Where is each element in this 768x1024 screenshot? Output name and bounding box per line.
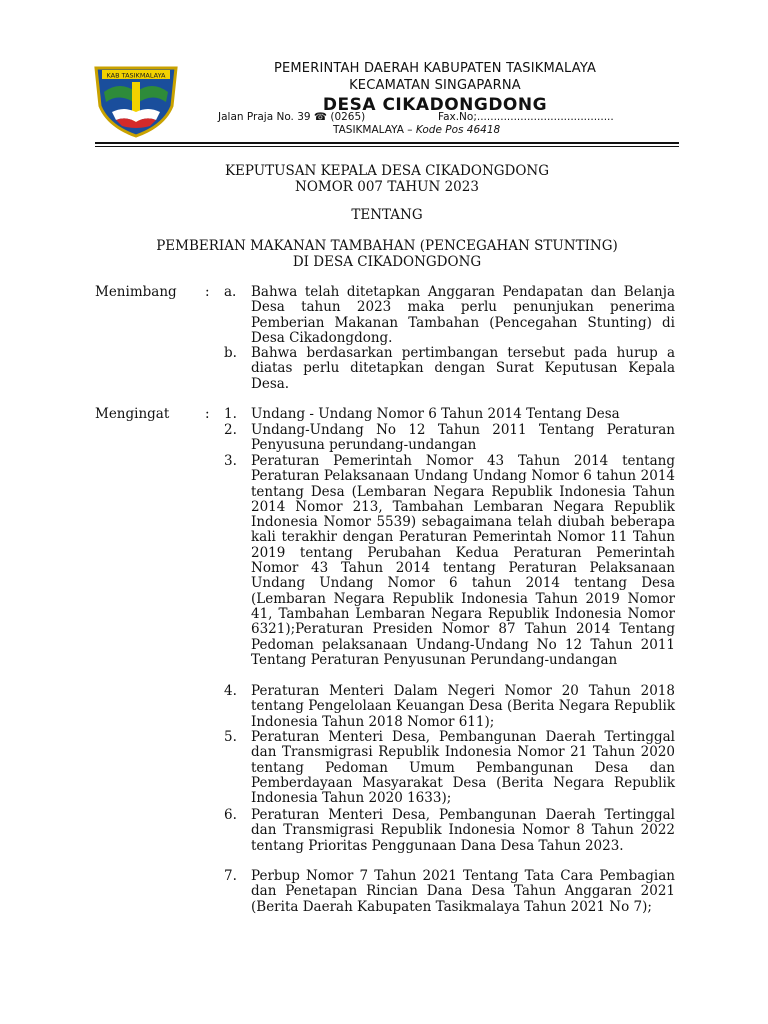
letterhead-government: PEMERINTAH DAERAH KABUPATEN TASIKMALAYA [273,61,597,76]
mengingat-item-marker: 1. [224,406,237,422]
decree-title [95,163,679,195]
mengingat-item-text: Peraturan Menteri Desa, Pembangunan Daerah Tertinggal dan Transmigrasi Republik Indonesia Nomor 8 Tahun 2022 tentang Prioritas Penggunaan Dana Desa Tahun 2023. [251,807,675,854]
mengingat-item-text: Undang-Undang No 12 Tahun 2011 Tentang Peraturan Penyusuna perundang-undangan [251,422,675,454]
letterhead [205,60,665,116]
mengingat-item-text: Undang - Undang Nomor 6 Tahun 2014 Tentang Desa [251,406,620,422]
letterhead-rule-thick [95,142,679,144]
letterhead-district: KECAMATAN SINGAPARNA [349,78,521,93]
svg-text:KAB TASIKMALAYA: KAB TASIKMALAYA [106,71,166,80]
decree-title-line1: KEPUTUSAN KEPALA DESA CIKADONGDONG [224,163,550,179]
menimbang-label: Menimbang [95,284,177,300]
mengingat-item-marker: 7. [224,868,237,884]
letterhead-fax: Fax.No;......................................... [438,111,614,123]
letterhead-village: DESA CIKADONGDONG [322,95,548,115]
letterhead-rule-thin [95,146,679,147]
mengingat-item-text: Perbup Nomor 7 Tahun 2021 Tentang Tata Cara Pembagian dan Penetapan Rincian Dana Desa Tahun Anggaran 2021 (Berita Daerah Kabupaten Tasikmalaya Tahun 2021 No 7); [251,868,675,915]
menimbang-item-marker: b. [224,345,237,361]
menimbang-item-text: Bahwa berdasarkan pertimbangan tersebut pada hurup a diatas perlu ditetapkan dengan Surat Keputusan Kepala Desa. [251,345,675,392]
mengingat-item-marker: 3. [224,453,237,469]
mengingat-item-marker: 5. [224,729,237,745]
decree-subject [95,238,679,270]
mengingat-label: Mengingat [95,406,170,422]
mengingat-item-text: Peraturan Menteri Dalam Negeri Nomor 20 Tahun 2018 tentang Pengelolaan Keuangan Desa (Berita Negara Republik Indonesia Tahun 2018 Nomor 611); [251,683,675,730]
regency-emblem-logo [92,62,180,138]
letterhead-postal: Kode Pos 46418 [415,124,501,136]
menimbang-item-text: Bahwa telah ditetapkan Anggaran Pendapatan dan Belanja Desa tahun 2023 maka perlu penunjukan penerima Pemberian Makanan Tambahan (Pencegahan Stunting) di Desa Cikadongdong. [251,284,675,346]
letterhead-city: TASIKMALAYA – [333,124,413,136]
mengingat-item-marker: 6. [224,807,237,823]
mengingat-item-marker: 2. [224,422,237,438]
letterhead-city-line [333,124,500,136]
mengingat-colon: : [205,406,210,422]
decree-subject-line1: PEMBERIAN MAKANAN TAMBAHAN (PENCEGAHAN STUNTING) [156,238,618,254]
menimbang-item-marker: a. [224,284,237,300]
mengingat-item-text: Peraturan Pemerintah Nomor 43 Tahun 2014 tentang Peraturan Pelaksanaan Undang Undang Nomor 6 tahun 2014 tentang Desa (Lembaran Negara Republik Indonesia Tahun 2014 Nomor 213, Tambahan Lembaran Negara Republik Indonesia Nomor 5539) sebagaimana telah diubah beberapa kali terakhir dengan Peraturan Pemerintah Nomor 11 Tahun 2019 tentang Perubahan Kedua Peraturan Pemerintah Nomor 43 Tahun 2014 tentang Peraturan Pelaksanaan Undang Undang Nomor 6 tahun 2014 tentang Desa (Lembaran Negara Republik Indonesia Tahun 2019 Nomor 41, Tambahan Lembaran Negara Republik Indonesia Nomor 6321);Peraturan Presiden Nomor 87 Tahun 2014 Tentang Pedoman pelaksanaan Undang-Undang No 12 Tahun 2011 Tentang Peraturan Penyusunan Perundang-undangan [251,453,675,668]
mengingat-item-text: Peraturan Menteri Desa, Pembangunan Daerah Tertinggal dan Transmigrasi Republik Indonesia Nomor 21 Tahun 2020 tentang Pedoman Umum Pembangunan Desa dan Pemberdayaan Masyarakat Desa (Berita Negara Republik Indonesia Tahun 2020 1633); [251,729,675,807]
decree-number: NOMOR 007 TAHUN 2023 [295,179,479,195]
mengingat-item-marker: 4. [224,683,237,699]
decree-about: TENTANG [351,207,423,223]
decree-subject-line2: DI DESA CIKADONGDONG [292,254,482,270]
menimbang-colon: : [205,284,210,300]
letterhead-address: Jalan Praja No. 39 ☎ (0265) [218,111,366,123]
